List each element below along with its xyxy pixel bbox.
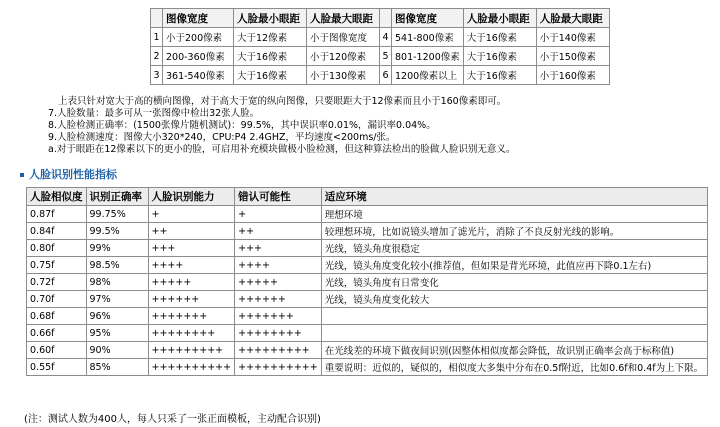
environment-cell: 在光线差的环境下做夜间识别(因整体相似度都会降低，故识别正确率会高于标称值) — [321, 342, 707, 359]
environment-cell: 光线，镜头角度很稳定 — [321, 240, 707, 257]
environment-cell: 理想环境 — [321, 206, 707, 223]
section-title — [20, 166, 117, 182]
ability-cell: +++ — [148, 240, 235, 257]
error-cell: ++ — [235, 223, 322, 240]
max-eye-cell: 小于150像素 — [536, 47, 609, 66]
table-row — [27, 240, 708, 257]
min-eye-cell: 大于16像素 — [463, 28, 536, 47]
note-detection-speed: 9.人脸检测速度：图像大小320*240，CPU:P4 2.4GHZ，平均速度<200ms/张。 — [48, 132, 396, 143]
accuracy-cell: 97% — [86, 291, 148, 308]
image-width-cell: 801-1200像素 — [392, 47, 464, 66]
eye-distance-header-row — [151, 9, 610, 28]
environment-cell: 较理想环境，比如说镜头增加了滤光片，消除了不良反射光线的影响。 — [321, 223, 707, 240]
image-width-cell: 361-540像素 — [163, 66, 234, 85]
error-cell: +++++++ — [235, 308, 322, 325]
header-min-eye-distance-2: 人脸最小眼距 — [463, 9, 536, 28]
accuracy-cell: 99.75% — [86, 206, 148, 223]
note-face-count: 7.人脸数量：最多可从一张图像中检出32张人脸。 — [48, 108, 260, 119]
table-row — [27, 223, 708, 240]
max-eye-cell: 小于160像素 — [536, 66, 609, 85]
note-portrait-images: 上表只针对宽大于高的横向图像，对于高大于宽的纵向图像，只要眼距大于12像素而且小于160像素即可。 — [58, 96, 507, 107]
similarity-cell: 0.70f — [27, 291, 87, 308]
header-image-width-2: 图像宽度 — [392, 9, 464, 28]
table-row — [27, 257, 708, 274]
accuracy-cell: 99.5% — [86, 223, 148, 240]
image-width-cell: 200-360像素 — [163, 47, 234, 66]
table-row — [27, 342, 708, 359]
table-row — [151, 47, 610, 66]
ability-cell: +++++ — [148, 274, 235, 291]
header-ability: 人脸识别能力 — [148, 188, 235, 206]
table-row — [151, 66, 610, 85]
environment-cell — [321, 325, 707, 342]
header-max-eye-distance-1: 人脸最大眼距 — [307, 9, 380, 28]
table-row — [27, 291, 708, 308]
max-eye-cell: 小于图像宽度 — [307, 28, 380, 47]
header-error-possibility: 错认可能性 — [235, 188, 322, 206]
error-cell: ++++++++ — [235, 325, 322, 342]
table-row — [27, 325, 708, 342]
similarity-cell: 0.84f — [27, 223, 87, 240]
error-cell: + — [235, 206, 322, 223]
max-eye-cell: 小于130像素 — [307, 66, 380, 85]
blank-header — [151, 9, 163, 28]
ability-cell: +++++++ — [148, 308, 235, 325]
table-row — [151, 28, 610, 47]
table-row — [27, 308, 708, 325]
environment-cell: 光线，镜头角度有日常变化 — [321, 274, 707, 291]
min-eye-cell: 大于16像素 — [234, 47, 307, 66]
min-eye-cell: 大于16像素 — [463, 66, 536, 85]
accuracy-cell: 95% — [86, 325, 148, 342]
section-title-text: 人脸识别性能指标 — [29, 168, 117, 181]
eye-distance-table — [150, 8, 610, 85]
table-row — [27, 274, 708, 291]
bullet-icon — [20, 173, 24, 177]
ability-cell: + — [148, 206, 235, 223]
accuracy-cell: 99% — [86, 240, 148, 257]
table-row — [27, 206, 708, 223]
error-cell: ++++ — [235, 257, 322, 274]
note-small-faces: a.对于眼距在12像素以下的更小的脸，可启用补充模块做极小脸检测，但这种算法检出的脸做人脸识别无意义。 — [48, 144, 516, 155]
header-similarity: 人脸相似度 — [27, 188, 87, 206]
similarity-cell: 0.80f — [27, 240, 87, 257]
error-cell: +++++++++ — [235, 342, 322, 359]
environment-cell: 光线，镜头角度变化较小(推荐值，但如果是背光环境，此值应再下降0.1左右) — [321, 257, 707, 274]
similarity-cell: 0.55f — [27, 359, 87, 376]
header-min-eye-distance-1: 人脸最小眼距 — [234, 9, 307, 28]
max-eye-cell: 小于140像素 — [536, 28, 609, 47]
header-environment: 适应环境 — [321, 188, 707, 206]
ability-cell: ++ — [148, 223, 235, 240]
similarity-cell: 0.66f — [27, 325, 87, 342]
performance-header-row — [27, 188, 708, 206]
similarity-cell: 0.87f — [27, 206, 87, 223]
recognition-performance-table — [26, 187, 708, 376]
ability-cell: +++++++++ — [148, 342, 235, 359]
header-image-width-1: 图像宽度 — [163, 9, 234, 28]
similarity-cell: 0.72f — [27, 274, 87, 291]
max-eye-cell: 小于120像素 — [307, 47, 380, 66]
accuracy-cell: 98.5% — [86, 257, 148, 274]
row-index: 6 — [380, 66, 392, 85]
row-index: 5 — [380, 47, 392, 66]
similarity-cell: 0.75f — [27, 257, 87, 274]
ability-cell: ++++ — [148, 257, 235, 274]
accuracy-cell: 96% — [86, 308, 148, 325]
ability-cell: ++++++ — [148, 291, 235, 308]
environment-cell — [321, 308, 707, 325]
accuracy-cell: 98% — [86, 274, 148, 291]
error-cell: +++ — [235, 240, 322, 257]
similarity-cell: 0.68f — [27, 308, 87, 325]
accuracy-cell: 85% — [86, 359, 148, 376]
error-cell: +++++ — [235, 274, 322, 291]
header-max-eye-distance-2: 人脸最大眼距 — [536, 9, 609, 28]
row-index: 4 — [380, 28, 392, 47]
error-cell: ++++++++++ — [235, 359, 322, 376]
image-width-cell: 541-800像素 — [392, 28, 464, 47]
blank-header — [380, 9, 392, 28]
image-width-cell: 小于200像素 — [163, 28, 234, 47]
min-eye-cell: 大于16像素 — [463, 47, 536, 66]
row-index: 1 — [151, 28, 163, 47]
min-eye-cell: 大于12像素 — [234, 28, 307, 47]
ability-cell: ++++++++++ — [148, 359, 235, 376]
footnote: (注：测试人数为400人，每人只采了一张正面模板，主动配合识别) — [24, 414, 321, 425]
image-width-cell: 1200像素以上 — [392, 66, 464, 85]
note-detection-accuracy: 8.人脸检测正确率：(1500张像片随机测试)：99.5%，其中误识率0.01%，漏识率0.04%。 — [48, 120, 436, 131]
environment-cell: 重要说明：近似的，疑似的，相似度大多集中分布在0.5f附近，比如0.6f和0.4f为上下限。 — [321, 359, 707, 376]
table-row — [27, 359, 708, 376]
environment-cell: 光线，镜头角度变化较大 — [321, 291, 707, 308]
ability-cell: ++++++++ — [148, 325, 235, 342]
min-eye-cell: 大于16像素 — [234, 66, 307, 85]
accuracy-cell: 90% — [86, 342, 148, 359]
error-cell: ++++++ — [235, 291, 322, 308]
similarity-cell: 0.60f — [27, 342, 87, 359]
header-accuracy: 识别正确率 — [86, 188, 148, 206]
row-index: 3 — [151, 66, 163, 85]
row-index: 2 — [151, 47, 163, 66]
